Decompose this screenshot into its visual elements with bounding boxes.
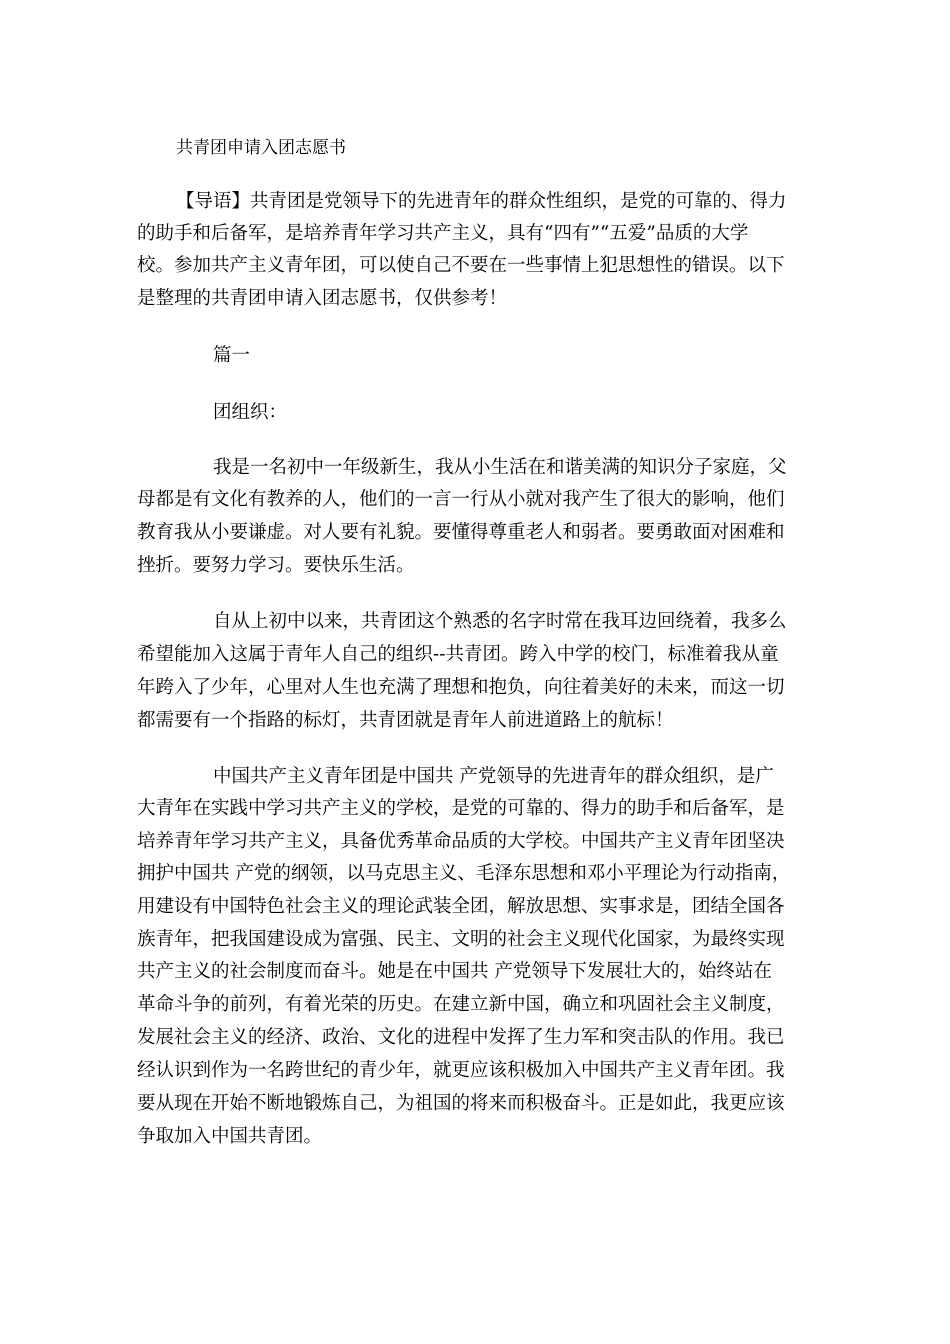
paragraph-line: 挫折。要努力学习。要快乐生活。 bbox=[137, 555, 415, 576]
paragraph-line: 族青年，把我国建设成为富强、民主、文明的社会主义现代化国家，为最终实现 bbox=[137, 929, 785, 950]
paragraph-line: 发展社会主义的经济、政治、文化的进程中发挥了生力军和突击队的作用。我已 bbox=[137, 1027, 785, 1048]
paragraph-line: 自从上初中以来，共青团这个熟悉的名字时常在我耳边回绕着，我多么 bbox=[213, 611, 787, 632]
intro-line: 的助手和后备军，是培养青年学习共产主义，具有“四有”“五爱”品质的大学 bbox=[137, 223, 749, 244]
salutation: 团组织： bbox=[213, 402, 288, 423]
paragraph-line: 要从现在开始不断地锻炼自己，为祖国的将来而积极奋斗。正是如此，我更应该 bbox=[137, 1093, 785, 1114]
paragraph-line: 希望能加入这属于青年人自己的组织--共青团。跨入中学的校门，标准着我从童 bbox=[137, 644, 779, 665]
paragraph-line: 培养青年学习共产主义，具备优秀革命品质的大学校。中国共产主义青年团坚决 bbox=[137, 831, 785, 852]
paragraph-line: 母都是有文化有教养的人，他们的一言一行从小就对我产生了很大的影响，他们 bbox=[137, 489, 785, 510]
intro-line: 【导语】共青团是党领导下的先进青年的群众性组织，是党的可靠的、得力 bbox=[176, 191, 787, 212]
paragraph-line: 争取加入中国共青团。 bbox=[137, 1126, 323, 1147]
paragraph-line: 共产主义的社会制度而奋斗。她是在中国共 产党领导下发展壮大的，始终站在 bbox=[137, 961, 772, 982]
paragraph-line: 中国共产主义青年团是中国共 产党领导的先进青年的群众组织，是广 bbox=[213, 766, 774, 787]
paragraph-line: 我是一名初中一年级新生，我从小生活在和谐美满的知识分子家庭，父 bbox=[213, 457, 787, 478]
paragraph-line: 拥护中国共 产党的纲领，以马克思主义、毛泽东思想和邓小平理论为行动指南， bbox=[137, 863, 791, 884]
paragraph-line: 都需要有一个指路的标灯，共青团就是青年人前进道路上的航标！ bbox=[137, 710, 674, 731]
paragraph-line: 革命斗争的前列，有着光荣的历史。在建立新中国，确立和巩固社会主义制度， bbox=[137, 994, 785, 1015]
paragraph-line: 年跨入了少年，心里对人生也充满了理想和抱负，向往着美好的未来，而这一切 bbox=[137, 677, 785, 698]
intro-line: 是整理的共青团申请入团志愿书，仅供参考！ bbox=[137, 288, 508, 309]
document-title: 共青团申请入团志愿书 bbox=[176, 138, 346, 158]
section-heading: 篇一 bbox=[213, 345, 251, 366]
paragraph-line: 经认识到作为一名跨世纪的青少年，就更应该积极加入中国共产主义青年团。我 bbox=[137, 1060, 785, 1081]
intro-line: 校。参加共产主义青年团，可以使自己不要在一些事情上犯思想性的错误。以下 bbox=[137, 255, 785, 276]
paragraph-line: 用建设有中国特色社会主义的理论武装全团，解放思想、实事求是，团结全国各 bbox=[137, 896, 785, 917]
paragraph-line: 大青年在实践中学习共产主义的学校，是党的可靠的、得力的助手和后备军，是 bbox=[137, 798, 785, 819]
paragraph-line: 教育我从小要谦虚。对人要有礼貌。要懂得尊重老人和弱者。要勇敢面对困难和 bbox=[137, 522, 785, 543]
